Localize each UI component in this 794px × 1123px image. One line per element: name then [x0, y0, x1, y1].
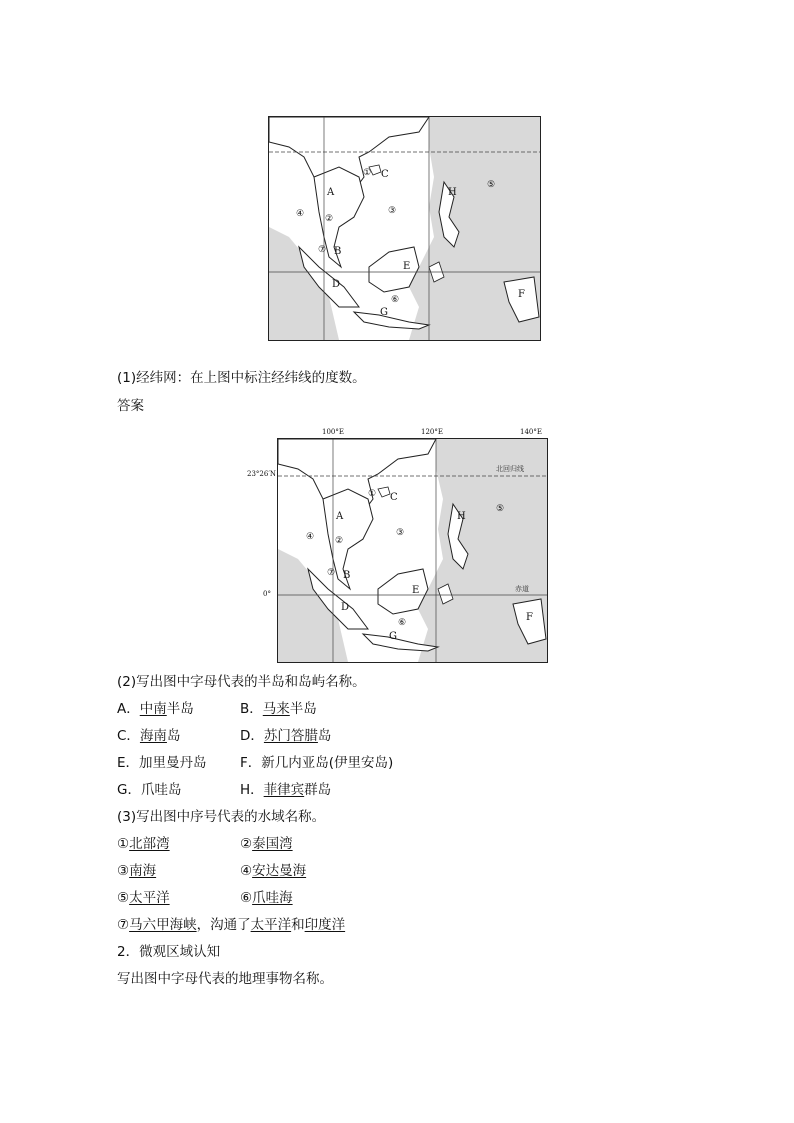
- answer-a: A．中南半岛: [117, 701, 194, 717]
- map2-label-g: G: [389, 631, 397, 642]
- map1-label-6: ⑥: [391, 295, 400, 305]
- map2-label-3: ③: [396, 528, 405, 538]
- answer-h: H．菲律宾群岛: [240, 782, 332, 798]
- water-7-strait: ⑦马六甲海峡，沟通了太平洋和印度洋: [117, 917, 346, 933]
- map1-label-h: H: [448, 187, 457, 198]
- answer-e: E．加里曼丹岛: [117, 755, 207, 771]
- map1-label-7: ⑦: [318, 245, 327, 255]
- answer-g: G．爪哇岛: [117, 782, 182, 798]
- map2-label-4: ④: [306, 532, 315, 542]
- map1-label-c: C: [381, 169, 389, 180]
- map1-label-a: A: [327, 187, 335, 198]
- map2-label-e: E: [412, 585, 420, 596]
- water-4: ④安达曼海: [240, 863, 307, 879]
- map1-label-e: E: [403, 261, 411, 272]
- equator-label: 赤道: [515, 585, 529, 593]
- map2-label-1: ①: [368, 489, 377, 499]
- map2-label-c: C: [390, 492, 398, 503]
- map1-label-f: F: [518, 289, 525, 300]
- map2-label-5: ⑤: [496, 504, 505, 514]
- lon-100-label: 100°E: [322, 428, 344, 436]
- map2-label-2: ②: [335, 536, 344, 546]
- answer-c: C．海南岛: [117, 728, 181, 744]
- water-5: ⑤太平洋: [117, 890, 170, 906]
- map2-label-b: B: [343, 570, 351, 581]
- map2-label-h: H: [457, 511, 466, 522]
- tropic-label: 北回归线: [496, 465, 524, 473]
- map2-label-a: A: [336, 511, 344, 522]
- answer-label: 答案: [117, 398, 144, 414]
- answer-d: D．苏门答腊岛: [240, 728, 332, 744]
- map1-label-3: ③: [388, 206, 397, 216]
- map1-label-g: G: [380, 307, 388, 318]
- map1-label-b: B: [334, 246, 342, 257]
- water-1: ①北部湾: [117, 836, 170, 852]
- map-southeast-asia-annotated: [277, 438, 548, 663]
- water-6: ⑥爪哇海: [240, 890, 293, 906]
- map1-label-1: ①: [363, 168, 372, 178]
- section-2-title: 2．微观区域认知: [117, 944, 221, 960]
- question-3-title: (3)写出图中序号代表的水域名称。: [117, 809, 326, 825]
- map1-label-5: ⑤: [487, 180, 496, 190]
- answer-f: F．新几内亚岛(伊里安岛): [240, 755, 394, 771]
- map2-label-6: ⑥: [398, 618, 407, 628]
- lon-140-label: 140°E: [520, 428, 542, 436]
- map1-label-4: ④: [296, 209, 305, 219]
- map2-label-d: D: [341, 602, 350, 613]
- section-2-text: 写出图中字母代表的地理事物名称。: [117, 971, 333, 987]
- lat-tropic-label: 23°26′N: [247, 470, 277, 478]
- question-1: (1)经纬网：在上图中标注经纬线的度数。: [117, 370, 366, 386]
- question-2-title: (2)写出图中字母代表的半岛和岛屿名称。: [117, 674, 366, 690]
- map1-label-d: D: [332, 279, 341, 290]
- map-southeast-asia-blank: [268, 116, 541, 341]
- answer-b: B．马来半岛: [240, 701, 317, 717]
- map2-label-f: F: [526, 612, 533, 623]
- lon-120-label: 120°E: [421, 428, 443, 436]
- map1-label-2: ②: [325, 214, 334, 224]
- water-3: ③南海: [117, 863, 157, 879]
- lat-equator-label: 0°: [263, 590, 271, 598]
- map2-label-7: ⑦: [327, 568, 336, 578]
- water-2: ②泰国湾: [240, 836, 293, 852]
